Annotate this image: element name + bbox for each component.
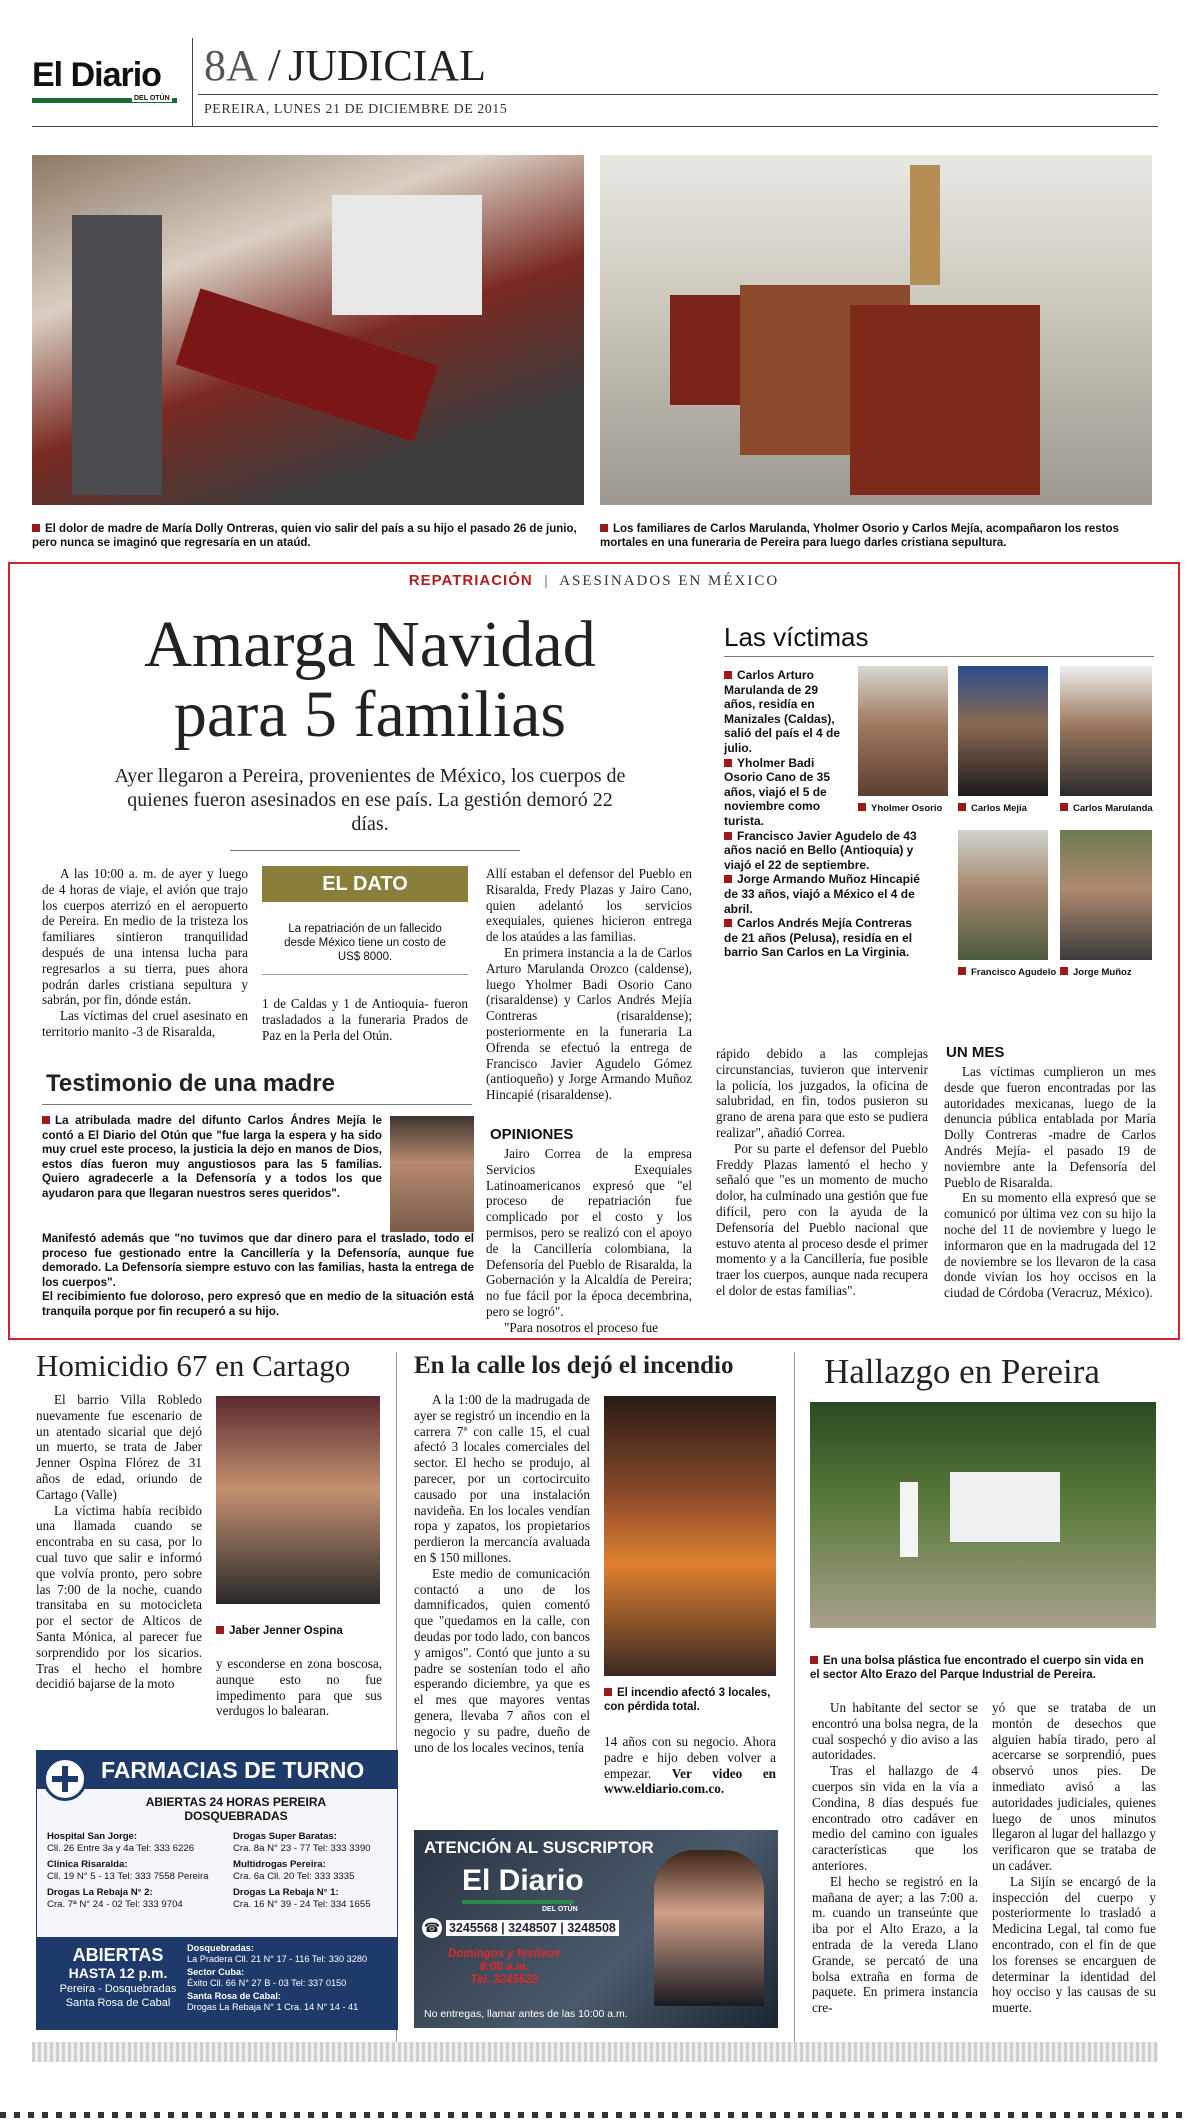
masthead-bottom-rule xyxy=(32,126,1158,127)
dato-title: EL DATO xyxy=(262,866,468,902)
farmacias-subtitle: ABIERTAS 24 HORAS PEREIRA DOSQUEBRADAS xyxy=(145,1795,327,1823)
dato-box xyxy=(262,866,468,986)
cartago-caption: Jaber Jenner Ospina xyxy=(216,1624,343,1638)
headline xyxy=(80,610,660,750)
victims-title: Las víctimas xyxy=(724,622,869,652)
photo-mother xyxy=(390,1116,474,1232)
dateline: PEREIRA, LUNES 21 DE DICIEMBRE DE 2015 xyxy=(204,102,508,117)
masthead xyxy=(32,38,1158,128)
cross-icon xyxy=(43,1757,87,1801)
victim-photo-yholmer xyxy=(858,666,948,796)
phone-icon: ☎ xyxy=(422,1918,442,1938)
victim-photo-jorge xyxy=(1060,830,1152,960)
suscriptor-logo: El Diario xyxy=(462,1864,584,1897)
masthead-rule xyxy=(198,94,1158,95)
main-col-4: rápido debido a las complejas circunstancias, tuvieron que intervenir la policía, los juzgados, la oficina de salubridad, en fin, todos pusieron su grano de arena para que esto se pudiera realizar", añadió Correa. Por su parte el defensor del Pueblo Freddy Plazas lamentó el hecho y señaló que "es un momento de mucho dolor, ha culminado una gestión que fue difícil, pero con la ayuda de la Defensoría del Pueblo nacional que estuvo atenta al proceso desde el primer momento y a la Cancillería, fue posible traer los cuerpos, aunque nada recupera el dolor de estas familias". xyxy=(716,1046,928,1298)
main-col-2: 1 de Caldas y 1 de Antioquia- fueron trasladados a la funeraria Prados de Paz en la Perla del Otún. xyxy=(262,996,468,1043)
victims-rule xyxy=(724,656,1154,657)
main-col-3b: Jairo Correa de la empresa Servicios Exequiales Latinoamericanos expresó que "el proceso de repatriación fue complicado por el costo y los permisos, pero se realizó con el apoyo de la Cancillería colombiana, la Defensoría del Pueblo de Risaralda, la Gobernación y la Alcaldía de Pereira; no fue fácil por la época decembrina, pero se logró". "Para nosotros el proceso fue xyxy=(486,1146,692,1335)
victim-photo-francisco xyxy=(958,830,1048,960)
farmacias-title: FARMACIAS DE TURNO xyxy=(101,1757,365,1783)
incendio-caption: El incendio afectó 3 locales, con pérdida total. xyxy=(604,1687,771,1713)
victim-5: Carlos Andrés Mejía Contreras de 21 años (Pelusa), residía en el barrio San Carlos en La Virginia. xyxy=(724,916,913,960)
video-link[interactable]: Ver video en www.eldiario.com.co. xyxy=(604,1765,777,1797)
photo-fire xyxy=(604,1396,776,1676)
bottom-divider-2 xyxy=(794,1352,795,2042)
hallazgo-caption: En una bolsa plástica fue encontrado el cuerpo sin vida en el sector Alto Erazo del Parque Industrial de Pereira. xyxy=(810,1655,1144,1681)
testimonio-rule xyxy=(42,1104,472,1105)
page-slash: / xyxy=(268,39,281,90)
deck: Ayer llegaron a Pereira, provenientes de México, los cuerpos de quienes fueron asesinados en ese país. La gestión demoró 22 días. xyxy=(114,765,626,835)
main-col-5: Las víctimas cumplieron un mes desde que fueron encontradas por las autoridades mexicanas, luego de la denuncia pública entablada por María Dolly Contreras -madre de Carlos Andrés Mejía- el pasado 19 de noviembre ante la Defensoría del Pueblo de Risaralda. En su momento ella expresó que se comunicó por última vez con su hijo la noche del 11 de noviembre y luego le informaron que en la madrugada del 12 de noviembre se los llevaron de la casa donde vivían los hoy occisos en la ciudad de Córdoba (Veracruz, México). xyxy=(944,1064,1156,1301)
footer-marks xyxy=(0,2112,1188,2118)
farmacias-ad xyxy=(36,1750,398,2030)
victim-2: Yholmer Badi Osorio Cano de 35 años, viajó el 5 de noviembre como turista. xyxy=(724,755,831,828)
kicker: REPATRIACIÓN | ASESINADOS EN MÉXICO xyxy=(408,572,780,589)
logo-sub: DEL OTÚN xyxy=(134,95,170,102)
footer-band xyxy=(32,2042,1158,2062)
photo-operator xyxy=(654,1850,764,2006)
victim-photo-carlos-mejia xyxy=(958,666,1048,796)
page-number: 8A xyxy=(204,41,258,90)
headline-line-1: Amarga Navidad xyxy=(144,608,596,681)
deck-rule xyxy=(230,850,520,851)
mes-head: UN MES xyxy=(946,1044,1005,1061)
cartago-text: El barrio Villa Robledo nuevamente fue escenario de un atentado sicarial que dejó un muerto, se trata de Jaber Jenner Ospina Flórez de 31 años de edad, oriundo de Cartago (Valle) La víctima había recibido una llamada cuando se encontraba en su casa, por lo cual tuvo que salir e informó que volvía pronto, pero sobre las 7:00 de la noche, cuando transitaba en su motocicleta por el sector de Alticos de Santa Mónica, al parecer fue sorprendido por los sicarios. Tras el hecho el hombre decidió bajarse de la moto xyxy=(36,1392,202,1692)
suscriptor-title: ATENCIÓN AL SUSCRIPTOR xyxy=(424,1838,654,1857)
farmacias-left-list: Hospital San Jorge: Cll. 26 Entre 3a y 4a Tel: 333 6226 Clínica Risaralda: Cll. 19 N° 5 - 13 Tel: 333 7558 Pereira Drogas La Rebaja N° 2: Cra. 7ª N° 24 - 02 Tel: 333 9704 xyxy=(47,1831,209,1910)
photo-jaber xyxy=(216,1396,380,1604)
farmacias-bottom-list: Dosquebradas: La Pradera Cll. 21 N° 17 - 116 Tel: 330 3280 Sector Cuba: Éxito Cll. 66 N° 27 B - 03 Tel: 337 0150 Santa Rosa de Cabal: Drogas La Rebaja N° 1 Cra. 14 N° 14 - 41 xyxy=(187,1943,368,2012)
incendio-text-2: 14 años con su negocio. Ahora padre e hijo deben volver a empezar. Ver video en www.eldiario.com.co. xyxy=(604,1734,777,1797)
main-col-1: A las 10:00 a. m. de ayer y luego de 4 horas de viaje, el avión que trajo los cuerpos aterrizó en el aeropuerto de Pereira. En medio de la tristeza los familiares sintieron tranquilidad después de una intensa lucha para regresarlos a su tierra, pues ahora podrán darles cristiana sepultura y sabrán, por fin, dónde están. Las víctimas del cruel asesinato en territorio manito -3 de Risaralda, xyxy=(42,866,248,1039)
photo-funeral-left xyxy=(32,155,584,505)
farmacias-right-list: Drogas Super Baratas: Cra. 8a N° 23 - 77 Tel: 333 3390 Multidrogas Pereira: Cra. 6a Cll. 20 Tel: 333 3335 Drogas La Rebaja N° 1: Cra. 16 N° 39 - 24 Tel: 334 1655 xyxy=(233,1831,371,1910)
incendio-headline: En la calle los dejó el incendio xyxy=(414,1352,734,1379)
victim-label-5: Jorge Muñoz xyxy=(1060,966,1132,980)
suscriptor-ad xyxy=(414,1830,778,2028)
victim-label-2: Carlos Mejía xyxy=(958,802,1027,816)
cartago-text-2: y esconderse en zona boscosa, aunque esto no fue impedimento para que sus verdugos lo balearan. xyxy=(216,1656,382,1719)
caption-left: El dolor de madre de María Dolly Ontreras, quien vio salir del país a su hijo el pasado 26 de junio, pero nunca se imaginó que regresaría en un ataúd. xyxy=(32,523,577,549)
main-col-3: Allí estaban el defensor del Pueblo en Risaralda, Fredy Plazas y Jairo Cano, quien adelantó los servicios exequiales, quienes hicieron entrega de los ataúdes a las familias. En primera instancia a la de Carlos Arturo Marulanda Orozco (caldense), luego Yholmer Badi Osorio Cano (risaraldense) y Carlos Andrés Mejía Contreras (risaraldense); posteriormente en la funeraria La Ofrenda se efectuó la entrega de Francisco Javier Agudelo Gómez (antioqueño) y Jorge Armando Muñoz Hincapié (risaraldense). xyxy=(486,866,692,1103)
victim-label-1: Yholmer Osorio xyxy=(858,802,942,816)
suscriptor-footer: No entregas, llamar antes de las 10:00 a.m. xyxy=(424,2008,628,2020)
logo[interactable]: El Diario xyxy=(32,56,161,94)
photo-hallazgo xyxy=(810,1402,1156,1628)
testimonio-head: Testimonio de una madre xyxy=(46,1070,335,1097)
photo-funeral-right xyxy=(600,155,1152,505)
testimonio-text: La atribulada madre del difunto Carlos Ándres Mejía le contó a El Diario del Otún que "fue larga la espera y ha sido muy cruel este proceso, la justicia la dejo en manos de Dios, estos días fueron muy angustiosos para las 5 familias. Quiero agradecerle a la Defensoría y a todos los que ayudaron para que llegaran nuestros seres queridos". xyxy=(42,1114,382,1200)
opiniones-head: OPINIONES xyxy=(490,1126,574,1143)
headline-line-2: para 5 familias xyxy=(173,678,567,751)
hallazgo-headline: Hallazgo en Pereira xyxy=(824,1352,1100,1391)
victim-4: Jorge Armando Muñoz Hincapié de 33 años, viajó a México el 4 de abril. xyxy=(724,872,920,916)
masthead-divider xyxy=(192,38,193,126)
section-title: JUDICIAL xyxy=(288,41,486,90)
testimonio-text-2: Manifestó además que "no tuvimos que dar dinero para el traslado, todo el proceso fue gestionado entre la Cancillería y la Defensoría, aunque fue demorado. La Defensoría siempre estuvo con las familias, hasta la entrega de los cuerpos". El recibimiento fue doloroso, pero expresó que en medio de la situación está tranquila porque por fin recuperó a su hijo. xyxy=(42,1232,474,1318)
victim-label-4: Francisco Agudelo xyxy=(958,966,1056,980)
incendio-text: A la 1:00 de la madrugada de ayer se registró un incendio en la carrera 7ª con calle 15, el cual afectó 3 locales comerciales del sector. El hecho se produjo, al parecer, por un cortocircuito causado por una instalación navideña. En los locales vendían ropa y zapatos, los propietarios perdieron la mercancía avaluada en $ 150 millones. Este medio de comunicación contactó a uno de los damnificados, quien comentó que "quedamos en la calle, con deudas por todo lado, con bancos y amigos". Contó que junto a su padre se sostenían todo el año esperando diciembre, ya que es el mes que mayores ventas genera, llevaba 7 años con el negocio y su padre, dueño de uno de los locales vecinos, tenía xyxy=(414,1392,590,1755)
hallazgo-col-2: yó que se trataba de un montón de desechos que alguien había tirado, pero al acercarse se sorprendió, pues observó unos pies. De inmediato avisó a las autoridades judiciales, quienes luego de unos minutos llegaron al lugar del hallazgo y verificaron que se trataba de un cadáver. La Sijín se encargó de la inspección del cuerpo y posteriormente lo trasladó a Medicina Legal, tal como fue encontrado, con el fin de que los forenses se encarguen de determinar la identidad del hoy occiso y las causas de su muerte. xyxy=(992,1700,1156,2016)
victim-3: Francisco Javier Agudelo de 43 años nació en Bello (Antioquia) y viajó el 22 de septiembre. xyxy=(724,828,917,872)
suscriptor-phones[interactable]: 3245568 | 3248507 | 3248508 xyxy=(446,1920,619,1936)
suscriptor-logo-sub: DEL OTÚN xyxy=(542,1906,578,1913)
cartago-headline: Homicidio 67 en Cartago xyxy=(36,1348,351,1383)
hallazgo-col-1: Un habitante del sector se encontró una bolsa negra, de la cual sospechó y dio aviso a las autoridades. Tras el hallazgo de 4 cuerpos sin vida en la vía a Condina, 8 días después fue encontrado otro cadáver en medio del camino con iguales características que los anteriores. El hecho se registró en la mañana de ayer; a las 7:00 a. m. cuando un transeúnte que iba por el Alto Erazo, a la entrada de la vereda Llano Grande, se percató de una bolsa extraña en forma de paquete. En primera instancia cre- xyxy=(812,1700,978,2016)
victim-label-3: Carlos Marulanda xyxy=(1060,802,1153,816)
abiertas-box: ABIERTAS HASTA 12 p.m. Pereira - Dosquebradas Santa Rosa de Cabal xyxy=(59,1945,177,2009)
suscriptor-hours: Domingos y festivos 8:00 a.m. Tel. 3245522 xyxy=(448,1948,561,1986)
victim-1: Carlos Arturo Marulanda de 29 años, residía en Manizales (Caldas), salió del país el 4 de julio. xyxy=(724,668,841,755)
dato-text: La repatriación de un fallecido desde México tiene un costo de US$ 8000. xyxy=(284,923,446,963)
victim-photo-carlos-marulanda xyxy=(1060,666,1152,796)
caption-right: Los familiares de Carlos Marulanda, Yholmer Osorio y Carlos Mejía, acompañaron los restos mortales en una funeraria de Pereira para luego darles cristiana sepultura. xyxy=(600,523,1119,549)
